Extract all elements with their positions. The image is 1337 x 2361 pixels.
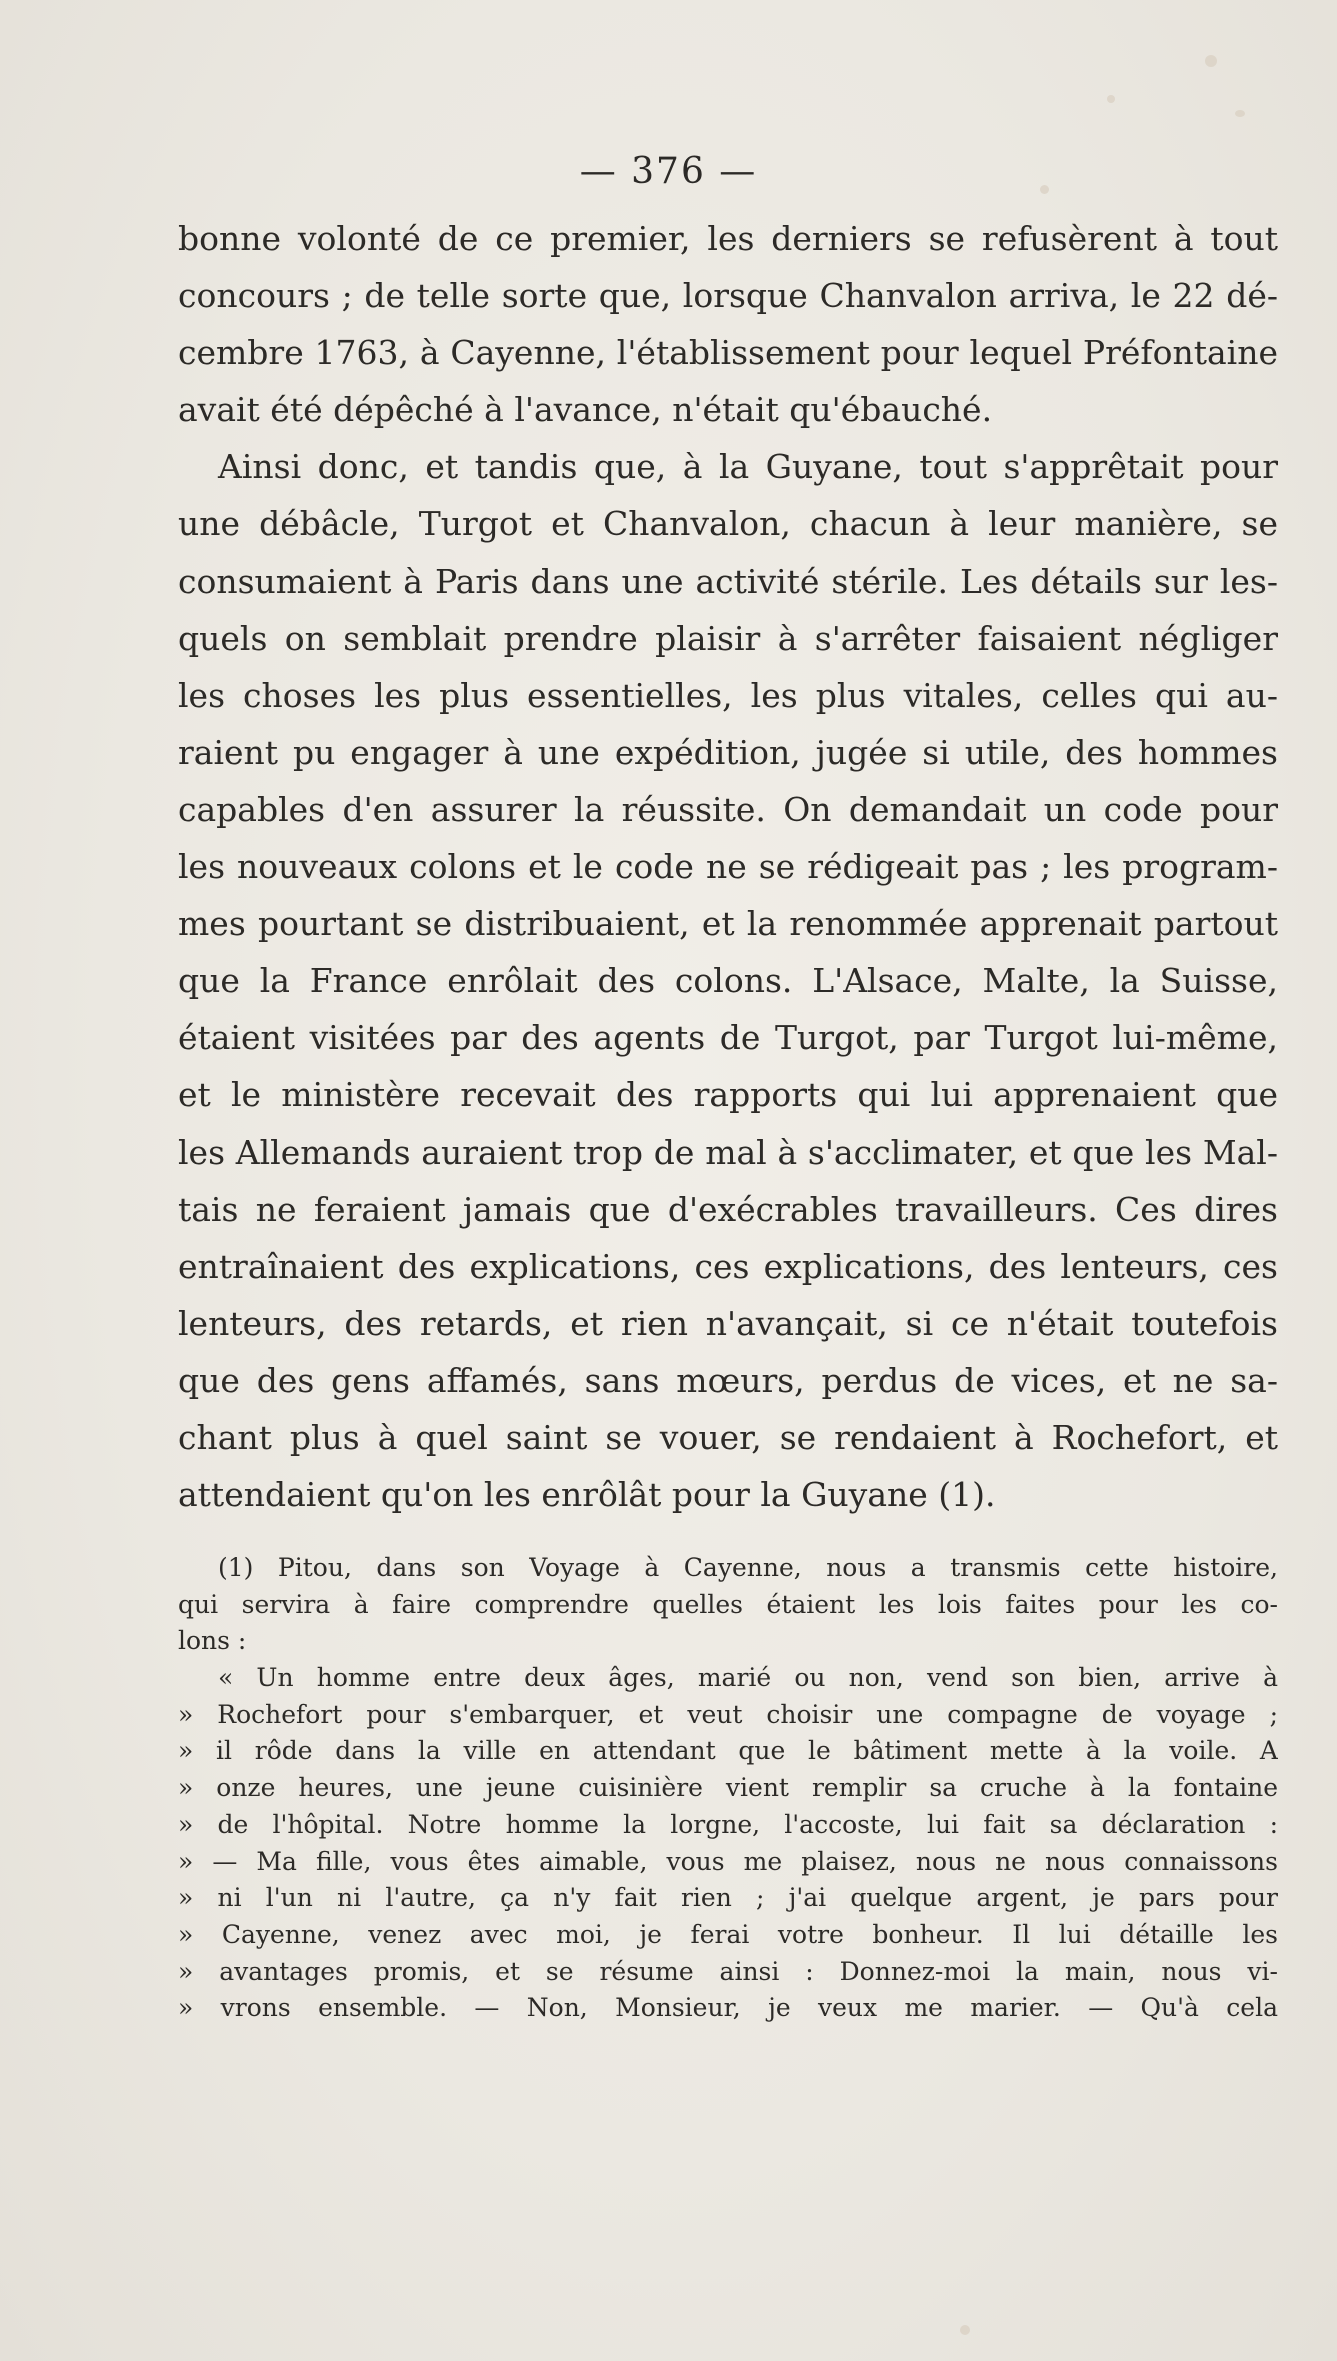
text-line: concours ; de telle sorte que, lorsque Chanvalon arriva, le 22 dé- — [178, 276, 1278, 316]
text-line: les choses les plus essentielles, les plus vitales, celles qui au- — [178, 675, 1278, 715]
text-line: que des gens affamés, sans mœurs, perdus de vices, et ne sa- — [178, 1360, 1278, 1400]
text-line: consumaient à Paris dans une activité stérile. Les détails sur les- — [178, 561, 1278, 601]
footnote-line: (1) Pitou, dans son Voyage à Cayenne, nous a transmis cette histoire, — [218, 1553, 1278, 1582]
text-line: chant plus à quel saint se vouer, se rendaient à Rochefort, et — [178, 1417, 1278, 1457]
paper-stain — [1235, 110, 1245, 117]
text-line: avait été dépêché à l'avance, n'était qu'ébauché. — [178, 390, 993, 430]
footnote-line: lons : — [178, 1626, 247, 1656]
footnote-line: » vrons ensemble. — Non, Monsieur, je veux me marier. — Qu'à cela — [178, 1993, 1278, 2023]
text-line: les nouveaux colons et le code ne se rédigeait pas ; les program- — [178, 847, 1278, 887]
footnote-line: » onze heures, une jeune cuisinière vient remplir sa cruche à la fontaine — [178, 1773, 1278, 1803]
text-line: cembre 1763, à Cayenne, l'établissement pour lequel Préfontaine — [178, 333, 1278, 373]
text-line: que la France enrôlait des colons. L'Alsace, Malte, la Suisse, — [178, 961, 1278, 1001]
text-line: quels on semblait prendre plaisir à s'arrêter faisaient négliger — [178, 618, 1278, 658]
text-line: lenteurs, des retards, et rien n'avançait, si ce n'était toutefois — [178, 1303, 1278, 1343]
text-line: mes pourtant se distribuaient, et la renommée apprenait partout — [178, 904, 1278, 944]
paper-stain — [960, 2325, 970, 2335]
footnote-line: » — Ma fille, vous êtes aimable, vous me plaisez, nous ne nous connaissons — [178, 1846, 1278, 1876]
page-number: — 376 — — [579, 151, 758, 192]
footnote-line: » il rôde dans la ville en attendant que le bâtiment mette à la voile. A — [178, 1736, 1278, 1766]
text-line: tais ne feraient jamais que d'exécrables travailleurs. Ces dires — [178, 1189, 1278, 1229]
text-line: une débâcle, Turgot et Chanvalon, chacun à leur manière, se — [178, 504, 1278, 544]
footnote-line: » ni l'un ni l'autre, ça n'y fait rien ; j'ai quelque argent, je pars pour — [178, 1883, 1278, 1913]
text-line: et le ministère recevait des rapports qui lui apprenaient que — [178, 1075, 1278, 1115]
paper-stain — [1205, 55, 1217, 67]
footnote-line: » Cayenne, venez avec moi, je ferai votre bonheur. Il lui détaille les — [178, 1919, 1278, 1949]
footnote-line: « Un homme entre deux âges, marié ou non, vend son bien, arrive à — [218, 1663, 1278, 1693]
footnote-line: » avantages promis, et se résume ainsi : Donnez-moi la main, nous vi- — [178, 1956, 1278, 1986]
text-line: entraînaient des explications, ces explications, des lenteurs, ces — [178, 1246, 1278, 1286]
text-line: raient pu engager à une expédition, jugée si utile, des hommes — [178, 732, 1278, 772]
text-line: étaient visitées par des agents de Turgot, par Turgot lui-même, — [178, 1018, 1278, 1058]
text-line: attendaient qu'on les enrôlât pour la Guyane (1). — [178, 1475, 996, 1515]
text-line: les Allemands auraient trop de mal à s'acclimater, et que les Mal- — [178, 1132, 1278, 1172]
footnote-line: qui servira à faire comprendre quelles étaient les lois faites pour les co- — [178, 1589, 1278, 1619]
text-line: capables d'en assurer la réussite. On demandait un code pour — [178, 789, 1278, 829]
footnote — [178, 1550, 1278, 2027]
paper-stain — [1107, 95, 1115, 103]
main-text — [178, 210, 1278, 1523]
footnote-line: » Rochefort pour s'embarquer, et veut choisir une compagne de voyage ; — [178, 1699, 1278, 1729]
text-line: Ainsi donc, et tandis que, à la Guyane, tout s'apprêtait pour — [218, 447, 1278, 487]
footnote-line: » de l'hôpital. Notre homme la lorgne, l'accoste, lui fait sa déclaration : — [178, 1809, 1278, 1839]
text-line: bonne volonté de ce premier, les derniers se refusèrent à tout — [178, 219, 1278, 258]
